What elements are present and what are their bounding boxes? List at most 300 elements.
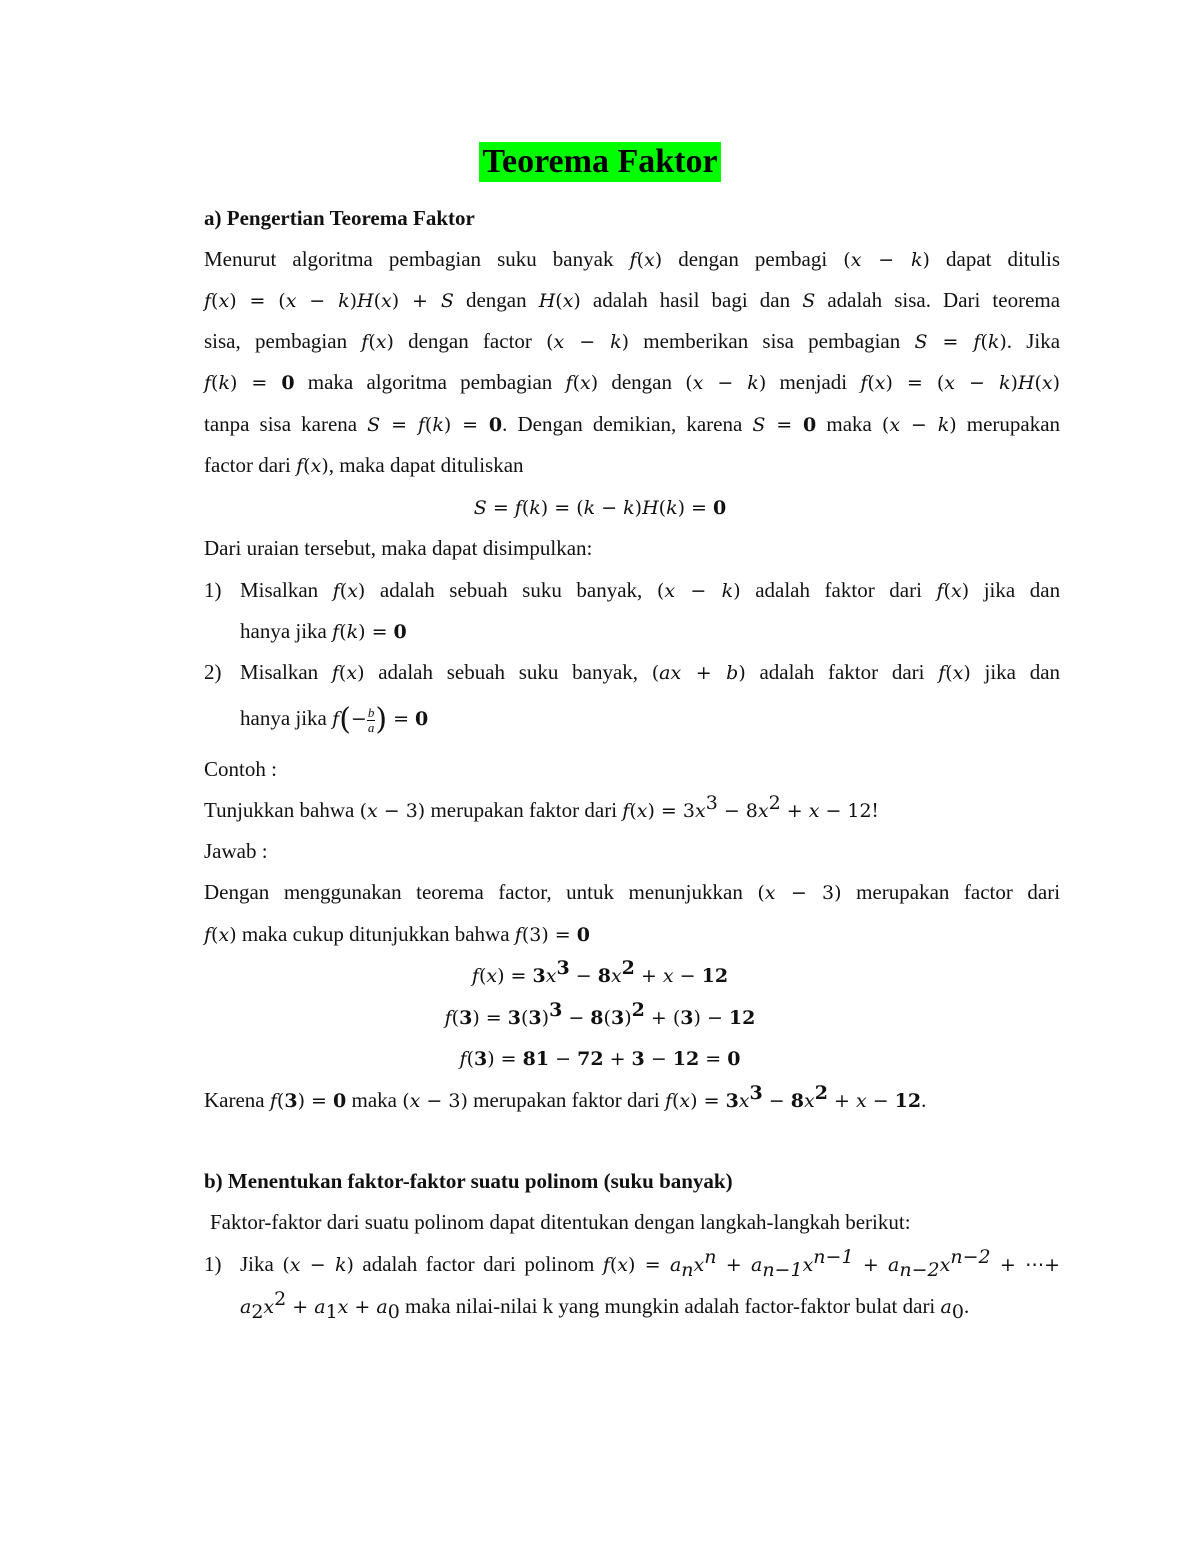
math: x xyxy=(285,290,297,312)
math: ( xyxy=(572,372,580,394)
text: adalah sisa. Dari teorema xyxy=(827,288,1061,312)
math: x xyxy=(553,331,565,353)
math: ) xyxy=(1010,372,1018,394)
math: x xyxy=(855,1090,867,1112)
text: maka nilai-nilai k yang mungkin adalah factor-faktor bulat dari xyxy=(405,1294,936,1318)
math: ( xyxy=(843,249,851,271)
math: ) xyxy=(621,331,630,353)
math: ( xyxy=(282,1254,290,1276)
math: x xyxy=(486,965,498,987)
math: x xyxy=(346,662,358,684)
math: ) xyxy=(321,455,329,477)
math: − xyxy=(549,1048,578,1070)
text: . Jika xyxy=(1006,329,1061,353)
math: x xyxy=(679,1090,691,1112)
math: H xyxy=(1017,372,1035,394)
answer-label: Jawab : xyxy=(204,839,268,863)
math: f xyxy=(664,1090,672,1112)
math: − xyxy=(762,1090,791,1112)
math: f xyxy=(459,1048,467,1070)
math: = xyxy=(927,331,974,353)
math: = xyxy=(380,414,418,436)
math: ( xyxy=(943,580,951,602)
math: f xyxy=(444,1007,452,1029)
math: k xyxy=(610,331,622,353)
math: + xyxy=(827,1090,856,1112)
math: − xyxy=(296,290,339,312)
math: ( xyxy=(629,800,637,822)
math: ( xyxy=(1034,372,1042,394)
math: x xyxy=(874,372,886,394)
math: 0 xyxy=(713,497,727,519)
math: ) = xyxy=(358,621,394,643)
math: ) = xyxy=(297,1090,333,1112)
text: adalah hasil bagi dan xyxy=(592,288,791,312)
math: ) xyxy=(386,331,394,353)
math: ) xyxy=(541,1007,550,1029)
math: 0 xyxy=(727,1048,741,1070)
denominator: a xyxy=(367,719,375,735)
math: ) = xyxy=(229,372,282,394)
text: maka xyxy=(351,1088,397,1112)
math: ( xyxy=(478,965,487,987)
math: x xyxy=(579,372,591,394)
text: ! xyxy=(871,798,879,822)
math: x xyxy=(1041,372,1053,394)
math: ( xyxy=(373,290,382,312)
math: − xyxy=(350,708,367,730)
math: ) xyxy=(229,924,237,946)
math: = xyxy=(387,708,416,730)
math: ) + xyxy=(391,290,441,312)
math: f xyxy=(938,662,946,684)
math: (3) = xyxy=(521,924,577,946)
math: ( xyxy=(368,331,376,353)
math: ( xyxy=(276,1090,285,1112)
math: x xyxy=(366,800,378,822)
math: ( xyxy=(451,1007,460,1029)
section-b-intro: Faktor-faktor dari suatu polinom dapat ditentukan dengan langkah-langkah berikut: xyxy=(210,1210,911,1234)
math: x xyxy=(757,800,769,822)
math: H xyxy=(642,497,659,519)
math: x xyxy=(692,372,704,394)
page-title: Teorema Faktor xyxy=(479,142,720,182)
math: k xyxy=(338,290,350,312)
math: S xyxy=(914,331,928,353)
math: − xyxy=(703,372,748,394)
text: adalah faktor dari xyxy=(759,660,925,684)
math: 3 xyxy=(284,1090,298,1112)
para-line-1 xyxy=(204,245,1060,274)
math: − 12 xyxy=(819,800,872,822)
math: 3 xyxy=(631,1048,645,1070)
math: x xyxy=(802,1254,814,1276)
math: ( xyxy=(339,621,347,643)
math: 0 xyxy=(576,924,590,946)
math: ) xyxy=(573,290,581,312)
math: f xyxy=(514,924,522,946)
text: , maka dapat dituliskan xyxy=(328,453,524,477)
math: 3 xyxy=(610,1007,625,1029)
text: merupakan factor dari xyxy=(856,880,1061,904)
text: adalah faktor dari xyxy=(755,578,922,602)
math: + xyxy=(603,1048,632,1070)
math: ( xyxy=(658,497,667,519)
math: ) = ( xyxy=(885,372,945,394)
math: ( xyxy=(521,497,530,519)
list-item-1-cont xyxy=(240,617,1060,646)
list-number: 2) xyxy=(204,660,222,684)
math: ) xyxy=(634,497,643,519)
math: 12 xyxy=(728,1007,756,1029)
math: 12 xyxy=(701,965,729,987)
math: + ( xyxy=(644,1007,681,1029)
math: x xyxy=(263,1296,275,1318)
math: ( xyxy=(520,1007,529,1029)
section-b-item-1: 1) Jika (x − k) adalah factor dari polinom $f(x) = a_nx^n + a_{n-1}x^{n-1} + a_{n-2}x^{n-2}$ + ⋯+ xyxy=(204,1246,1060,1282)
math: a xyxy=(669,1254,682,1276)
text: jika dan xyxy=(984,660,1061,684)
section-a-heading: a) Pengertian Teorema Faktor xyxy=(204,206,475,230)
math: ) xyxy=(949,414,957,436)
math: − xyxy=(900,414,938,436)
math: 0 xyxy=(803,414,817,436)
math: ( xyxy=(339,580,348,602)
math: 8 xyxy=(597,965,611,987)
math: − xyxy=(861,249,912,271)
math: 0 xyxy=(333,1090,347,1112)
math: − xyxy=(955,372,999,394)
math: − 3) xyxy=(420,1090,468,1112)
math: x xyxy=(939,1254,951,1276)
text: Tunjukkan bahwa xyxy=(204,798,355,822)
math: ) xyxy=(922,249,930,271)
math: ( xyxy=(945,662,953,684)
text: merupakan xyxy=(966,412,1061,436)
math: a xyxy=(940,1296,952,1318)
math: 3 xyxy=(528,1007,542,1029)
math: ) xyxy=(758,372,767,394)
math: k xyxy=(346,621,359,643)
text: . xyxy=(921,1088,927,1112)
math: ( xyxy=(359,800,367,822)
math: x xyxy=(850,249,862,271)
math: ( xyxy=(757,882,765,904)
math: f xyxy=(622,800,630,822)
math: ( xyxy=(672,1090,680,1112)
math: ( xyxy=(546,331,554,353)
math: ) = xyxy=(497,965,533,987)
math: = xyxy=(486,497,515,519)
math: 3 xyxy=(725,1090,739,1112)
math: S xyxy=(473,497,487,519)
math: 0 xyxy=(415,708,429,730)
math: f xyxy=(973,331,981,353)
math: ) xyxy=(733,580,741,602)
math: + xyxy=(716,1254,751,1276)
math: x xyxy=(310,455,322,477)
math: + xyxy=(634,965,663,987)
math: 12 xyxy=(894,1090,922,1112)
text: sisa, pembagian xyxy=(204,329,348,353)
math: x xyxy=(643,249,655,271)
math: x xyxy=(617,1254,629,1276)
math: ) xyxy=(999,331,1007,353)
list-number: 1) xyxy=(204,578,222,602)
math: + xyxy=(780,800,809,822)
math: x xyxy=(289,1254,301,1276)
text: dengan factor xyxy=(408,329,532,353)
math: ( xyxy=(339,702,351,738)
text: Karena xyxy=(204,1088,265,1112)
math: ( xyxy=(980,331,988,353)
math: k xyxy=(583,497,596,519)
math: f xyxy=(565,372,573,394)
math: ) = ( xyxy=(540,497,584,519)
math: x xyxy=(944,372,955,394)
para-line-3 xyxy=(204,327,1060,356)
math: ax xyxy=(659,662,682,684)
math: S xyxy=(802,290,816,312)
math: ( xyxy=(466,1048,474,1070)
math: ) = ( xyxy=(229,290,286,312)
math: 8 xyxy=(790,1090,804,1112)
numerator: b xyxy=(367,704,375,720)
text: memberikan sisa pembagian xyxy=(643,329,901,353)
math: − xyxy=(569,965,598,987)
math: 3 xyxy=(680,1007,694,1029)
math: = xyxy=(699,1048,728,1070)
math: k xyxy=(987,331,1000,353)
math: f xyxy=(361,331,369,353)
math: f xyxy=(514,497,522,519)
math: 72 xyxy=(577,1048,604,1070)
para-line-4 xyxy=(204,368,1060,397)
math: S xyxy=(367,414,381,436)
text: jika dan xyxy=(983,578,1061,602)
math: − 8 xyxy=(717,800,758,822)
para-line-5 xyxy=(204,410,1060,439)
math: a xyxy=(376,1296,388,1318)
math: ( xyxy=(867,372,875,394)
math: f xyxy=(629,249,637,271)
math: x xyxy=(337,1296,349,1318)
text: hanya jika xyxy=(240,706,327,730)
math: x xyxy=(738,1090,750,1112)
text: . xyxy=(963,1294,970,1318)
math: x xyxy=(764,882,776,904)
math: 3 xyxy=(473,1048,488,1070)
text: dapat ditulis xyxy=(946,247,1061,271)
math: f xyxy=(332,708,340,730)
math: f xyxy=(602,1254,610,1276)
math: f xyxy=(332,621,340,643)
math: + xyxy=(286,1296,315,1318)
math: − xyxy=(644,1048,673,1070)
text: menjadi xyxy=(779,370,848,394)
text: Dengan menggunakan teorema factor, untuk menunjukkan xyxy=(204,880,743,904)
math: k xyxy=(334,1254,347,1276)
math: k xyxy=(218,372,230,394)
math: x xyxy=(693,1254,705,1276)
math: x xyxy=(218,290,230,312)
math: − xyxy=(673,965,702,987)
math: 3 xyxy=(507,1007,521,1029)
equation-f3-result xyxy=(0,1044,1200,1073)
list-item-2 xyxy=(204,658,1060,687)
section-b-heading: b) Menentukan faktor-faktor suatu polinom (suku banyak) xyxy=(204,1169,733,1193)
answer-line-2 xyxy=(204,920,1060,949)
conclusion-intro: Dari uraian tersebut, maka dapat disimpulkan: xyxy=(204,536,593,560)
text: . Dengan demikian, karena xyxy=(502,412,743,436)
math: 3 xyxy=(459,1007,473,1029)
math: ) xyxy=(349,290,358,312)
text: dengan xyxy=(611,370,672,394)
math: f xyxy=(936,580,944,602)
math: ) xyxy=(357,662,365,684)
math: ) xyxy=(1052,372,1061,394)
math: − xyxy=(675,580,722,602)
math: x xyxy=(347,580,358,602)
math: ) xyxy=(375,702,388,738)
text: adalah sebuah suku banyak, xyxy=(379,578,643,602)
math: − 3) xyxy=(377,800,426,822)
math: f xyxy=(204,290,212,312)
math: k xyxy=(998,372,1011,394)
equation-f3-sub: $f(3) = 3(3)^3 - 8(3)^2 + (3) - 12$ xyxy=(444,999,756,1029)
text: hanya jika xyxy=(240,619,327,643)
math: k xyxy=(937,414,950,436)
math: ) = xyxy=(443,414,489,436)
math: x xyxy=(803,1090,815,1112)
math: ) xyxy=(961,580,970,602)
math: f xyxy=(204,372,212,394)
math: ( xyxy=(881,414,890,436)
math: 0 xyxy=(393,621,407,643)
math: ) = 3 xyxy=(647,800,695,822)
math: x xyxy=(218,924,230,946)
math: ( xyxy=(338,662,347,684)
math: ( xyxy=(603,1007,611,1029)
math: H xyxy=(538,290,556,312)
math: x xyxy=(545,965,557,987)
math: = xyxy=(765,414,804,436)
math: k xyxy=(432,414,444,436)
math: + ⋯+ xyxy=(990,1254,1060,1276)
math: x xyxy=(808,800,820,822)
math: x xyxy=(664,580,676,602)
math: ) = xyxy=(628,1254,670,1276)
list-item-1 xyxy=(204,576,1060,605)
math: ) − xyxy=(693,1007,729,1029)
math: a xyxy=(240,1296,252,1318)
math: − xyxy=(595,497,624,519)
example-label: Contoh : xyxy=(204,757,277,781)
math: ) = xyxy=(472,1007,508,1029)
math: + xyxy=(681,662,727,684)
math: − xyxy=(562,1007,591,1029)
math: ( xyxy=(651,662,660,684)
math: − xyxy=(866,1090,895,1112)
math: k xyxy=(623,497,635,519)
math: − xyxy=(300,1254,335,1276)
text: merupakan faktor dari xyxy=(473,1088,660,1112)
math: x xyxy=(409,1090,421,1112)
math: f xyxy=(332,580,340,602)
math: ( xyxy=(402,1090,410,1112)
math: + xyxy=(853,1254,889,1276)
equation-fx: $f(x) = 3x^3 - 8x^2 + x - 12$ xyxy=(471,957,729,987)
math: ( xyxy=(211,372,219,394)
math: ( xyxy=(656,580,665,602)
list-item-2-cont xyxy=(240,702,1060,738)
math: x xyxy=(381,290,392,312)
math: S xyxy=(440,290,454,312)
example-statement: Tunjukkan bahwa (x − 3) merupakan faktor dari $f(x) = 3x^3 - 8x^2 + x - 12$! xyxy=(204,792,879,822)
math: 0 xyxy=(281,372,295,394)
math: ) xyxy=(738,662,746,684)
math: x xyxy=(889,414,901,436)
text: tanpa sisa karena xyxy=(204,412,358,436)
math: H xyxy=(357,290,374,312)
math: f xyxy=(296,455,304,477)
math: S xyxy=(752,414,766,436)
list-number: 1) xyxy=(204,1252,222,1276)
math: k xyxy=(721,580,734,602)
math: ) = xyxy=(690,1090,726,1112)
math: f xyxy=(331,662,339,684)
math: ( xyxy=(555,290,563,312)
text: maka xyxy=(826,412,872,436)
math: ( xyxy=(424,414,433,436)
para-line-6 xyxy=(204,451,1060,480)
math: ) xyxy=(346,1254,354,1276)
text: dengan pembagi xyxy=(678,247,828,271)
math: a xyxy=(888,1254,900,1276)
text: factor dari xyxy=(204,453,291,477)
math: a xyxy=(314,1296,326,1318)
text: maka algoritma pembagian xyxy=(307,370,553,394)
math: x xyxy=(694,800,706,822)
equation-remainder xyxy=(0,493,1200,522)
math: k xyxy=(529,497,541,519)
math: k xyxy=(911,249,923,271)
math: f xyxy=(860,372,868,394)
math: ) = xyxy=(677,497,713,519)
section-b-item-1-cont: $a_2x^2 + a_1x + a_0$ maka nilai-nilai k yang mungkin adalah factor-faktor bulat dari $a_0$. xyxy=(240,1288,970,1324)
math: ) xyxy=(654,249,663,271)
math: x xyxy=(662,965,674,987)
text: dengan xyxy=(465,288,527,312)
math: f xyxy=(204,924,212,946)
math: − xyxy=(564,331,611,353)
math: b xyxy=(726,662,739,684)
math: ( xyxy=(303,455,311,477)
math: x xyxy=(375,331,387,353)
text: maka cukup ditunjukkan bahwa xyxy=(241,922,510,946)
math: x xyxy=(950,580,962,602)
math: x xyxy=(952,662,964,684)
para-line-2 xyxy=(204,286,1060,315)
math: k xyxy=(666,497,678,519)
math: k xyxy=(747,372,759,394)
math: ( xyxy=(636,249,644,271)
math: − 3) xyxy=(775,882,842,904)
math: x xyxy=(636,800,648,822)
text: Misalkan xyxy=(240,660,319,684)
math: ) xyxy=(357,580,366,602)
math: ) xyxy=(624,1007,632,1029)
